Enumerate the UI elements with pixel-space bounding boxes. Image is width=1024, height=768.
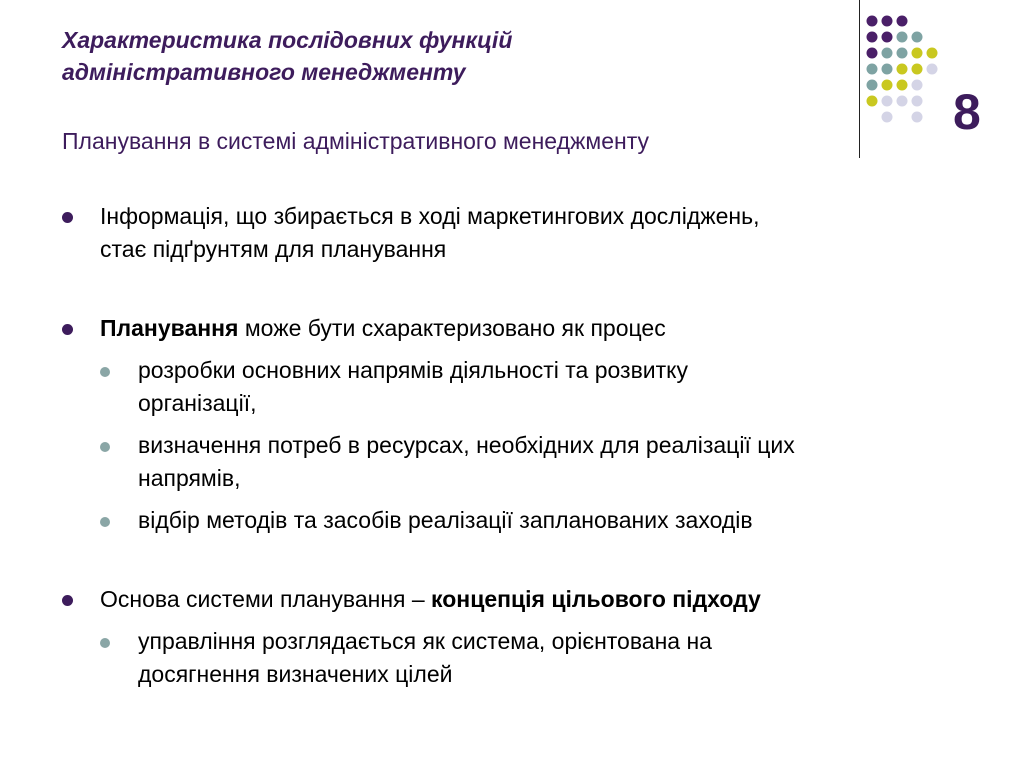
- sub-bullet-text-line: відбір методів та засобів реалізації запланованих заходів: [138, 507, 753, 533]
- decorative-dots-icon: [862, 12, 952, 137]
- page-number: 8: [953, 84, 981, 140]
- sub-bullet-text-line: визначення потреб в ресурсах, необхідних для реалізації цих: [138, 432, 795, 458]
- bullet-item: [62, 312, 962, 345]
- bullet-text-line: [100, 312, 962, 345]
- sub-bullet-dot-icon: [100, 638, 110, 648]
- sub-bullet-item: [62, 504, 962, 537]
- bullet-text-line: [100, 583, 962, 616]
- bullet-dot-icon: [62, 212, 73, 223]
- sub-bullet-item: [62, 354, 962, 420]
- sub-bullet-text-line: розробки основних напрямів діяльності та розвитку: [138, 357, 689, 383]
- sub-bullet-dot-icon: [100, 442, 110, 452]
- sub-bullet-text-line: управління розглядається як система, орієнтована на: [138, 628, 712, 654]
- bullet-text: Основа системи планування –: [100, 586, 432, 612]
- slide-title-line-2: адміністративного менеджменту: [62, 59, 466, 85]
- bullet-item: [62, 583, 962, 616]
- bold-term: концепція цільового підходу: [431, 586, 761, 612]
- bullet-dot-icon: [62, 595, 73, 606]
- bold-term: Планування: [100, 315, 239, 341]
- slide-title-line-1: Характеристика послідовних функцій: [62, 27, 513, 53]
- sub-bullet-text-line: організації,: [138, 390, 257, 416]
- bullet-dot-icon: [62, 324, 73, 335]
- bullet-item: [62, 200, 962, 266]
- sub-bullet-item: [62, 429, 962, 495]
- bullet-text-line: стає підґрунтям для планування: [100, 236, 447, 262]
- slide-content: [62, 200, 962, 691]
- sub-bullet-text-line: напрямів,: [138, 465, 241, 491]
- bullet-text-line: Інформація, що збирається в ході маркетингових досліджень,: [100, 203, 760, 229]
- slide-title: [62, 24, 822, 88]
- sub-bullet-text-line: досягнення визначених цілей: [138, 661, 453, 687]
- slide-subtitle: Планування в системі адміністративного менеджменту: [62, 128, 649, 154]
- sub-bullet-dot-icon: [100, 367, 110, 377]
- bullet-text: може бути схарактеризовано як процес: [238, 315, 666, 341]
- header-divider: [859, 0, 860, 158]
- sub-bullet-dot-icon: [100, 517, 110, 527]
- sub-bullet-item: [62, 625, 962, 691]
